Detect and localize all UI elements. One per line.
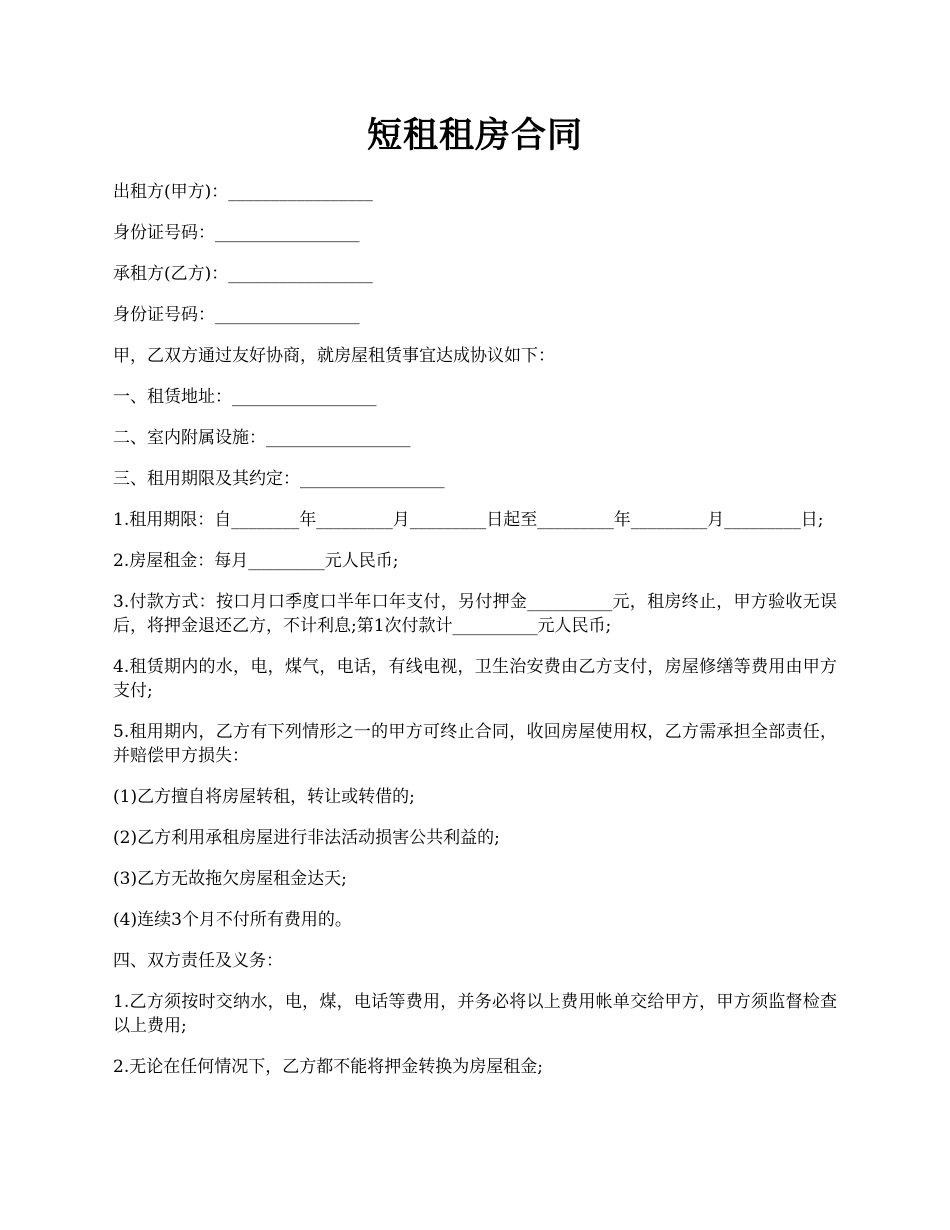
clause-rent: 2.房屋租金：每月_________元人民币; xyxy=(113,551,399,571)
document-body xyxy=(113,180,837,1096)
section-term: 三、租用期限及其约定：_________________ xyxy=(113,469,445,489)
clause-utilities: 4.租赁期内的水，电，煤气，电话，有线电视，卫生治安费由乙方支付，房屋修缮等费用由甲方支付; xyxy=(113,657,837,701)
termination-item-4: (4)连续3个月不付所有费用的。 xyxy=(113,910,352,930)
termination-item-1: (1)乙方擅自将房屋转租，转让或转借的; xyxy=(113,787,415,807)
lessee-id-field: 身份证号码：_________________ xyxy=(113,305,360,325)
section-responsibilities: 四、双方责任及义务： xyxy=(113,951,283,971)
lessor-id-field: 身份证号码：_________________ xyxy=(113,223,360,243)
termination-item-3: (3)乙方无故拖欠房屋租金达天; xyxy=(113,869,347,889)
clause-payment: 3.付款方式：按口月口季度口半年口年支付，另付押金__________元，租房终止，甲方验收无误后，将押金退还乙方，不计利息;第1次付款计__________元人民币; xyxy=(113,592,837,636)
lessor-field: 出租方(甲方)：_________________ xyxy=(113,182,373,202)
clause-termination: 5.租用期内，乙方有下列情形之一的甲方可终止合同，收回房屋使用权，乙方需承担全部责任，并赔偿甲方损失： xyxy=(113,722,837,766)
termination-item-2: (2)乙方利用承租房屋进行非法活动损害公共利益的; xyxy=(113,828,500,848)
responsibility-item-1: 1.乙方须按时交纳水，电，煤，电话等费用，并务必将以上费用帐单交给甲方，甲方须监督检查以上费用; xyxy=(113,992,837,1036)
lessee-field: 承租方(乙方)：_________________ xyxy=(113,264,373,284)
section-facilities: 二、室内附属设施：_________________ xyxy=(113,428,411,448)
document-title: 短租租房合同 xyxy=(366,115,583,156)
agreement-intro: 甲，乙双方通过友好协商，就房屋租赁事宜达成协议如下： xyxy=(113,346,555,366)
section-address: 一、租赁地址：_________________ xyxy=(113,387,377,407)
responsibility-item-2: 2.无论在任何情况下，乙方都不能将押金转换为房屋租金; xyxy=(113,1057,543,1077)
clause-term-period: 1.租用期限：自________年_________月_________日起至_________年_________月_________日; xyxy=(113,510,824,530)
